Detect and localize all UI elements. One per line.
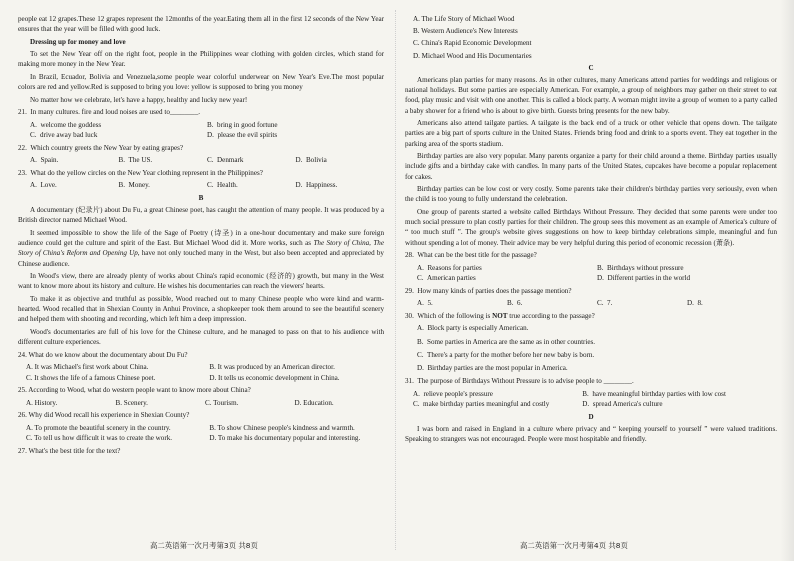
passage-c-paragraph: One group of parents started a website called Birthdays Without Pressure. They decided that some parents were under too much social pressure to plan costly parties for their children. The group sees this movement as an example of America's culture of “ too much stuff ”. The group's website gives suggestions on how to keep birthday celebrations simple, meaningful and fun without spending a lot of money. Their advice may be very helpful during this period of economic recession (萧条).	[405, 208, 777, 247]
passage-b-paragraph: Wood's documentaries are full of his love for the Chinese culture, and he managed to pass on that to his audience with different culture experiences.	[18, 327, 384, 347]
option-b: B. Scenery.	[115, 398, 148, 407]
option-d: D. Education.	[294, 398, 334, 407]
option-c: C. There's a party for the mother before her new baby is born.	[417, 350, 595, 359]
option-b: B. 6.	[507, 299, 523, 308]
option-d: D. Birthday parties are the most popular in America.	[417, 364, 568, 372]
question-29-options	[405, 298, 777, 308]
question-31-options	[405, 389, 777, 409]
option-b: B. Birthdays without pressure	[597, 263, 684, 272]
passage-c-paragraph: Birthday parties can be low cost or very costly. Some parents take their children's birthday parties very seriously, even when the child is too young to fully understand the celebration.	[405, 185, 777, 204]
question-23-options	[18, 180, 384, 190]
passage-a-paragraph: In Brazil, Ecuador, Bolivia and Venezuela,some people wear colorful underwear on New Year's Eve.The most popular colors are red and yellow.Red is supposed to bring you love: yellow is supposed to bring you money	[18, 72, 384, 91]
question-21: 21. In many cultures. fire and loud noises are used to________.	[18, 108, 201, 117]
question-28-options	[405, 263, 777, 283]
option-a: A. 5.	[417, 299, 433, 308]
option-d: D. please the evil spirits	[207, 130, 278, 139]
question-27: 27. What's the best title for the text?	[18, 446, 121, 455]
question-29: 29. How many kinds of parties does the passage mention?	[405, 286, 572, 295]
option-a: A. Love.	[30, 181, 57, 190]
question-30	[405, 311, 777, 321]
left-page-column	[18, 14, 384, 458]
question-21-options	[18, 120, 384, 140]
section-d-label: D	[588, 412, 594, 421]
option-b: B. To show Chinese people's kindness and warmth.	[209, 423, 355, 432]
option-b: B. Some parties in America are the same as in other countries.	[417, 337, 596, 346]
option-d: D. Different parties in the world	[597, 274, 691, 283]
option-a: A. Block party is especially American.	[417, 324, 529, 333]
question-24: 24. What do we know about the documentary about Du Fu?	[18, 350, 188, 359]
question-26-options	[18, 423, 384, 443]
right-page-footer: 高二英语第一次月考第4页 共8页	[520, 541, 628, 550]
question-27-options	[405, 14, 777, 61]
passage-a-paragraph: No matter how we celebrate, let's have a happy, healthy and lucky new year!	[30, 95, 248, 104]
option-c: C. make birthday parties meaningful and costly	[413, 400, 550, 408]
option-c: C. It shows the life of a famous Chinese poet.	[26, 373, 156, 382]
question-24-options	[18, 362, 384, 382]
option-b: B. have meaningful birthday parties with low cost	[582, 389, 726, 398]
option-d: D. It tells us economic development in China.	[209, 373, 340, 382]
option-d: D. Happiness.	[295, 181, 338, 190]
passage-b-text: It seemed impossible to show the life of the Sage of Poetry (诗圣) in a one-hour documentary and make sure foreign audience could get the culture and spirit of the East. But Michael Wood did it. More works, such as	[18, 228, 384, 248]
left-page-footer: 高二英语第一次月考第3页 共8页	[150, 541, 258, 550]
option-c: C. American parties	[417, 274, 476, 283]
question-26: 26. Why did Wood recall his experience in Shexian County?	[18, 411, 190, 420]
option-c: C. drive away bad luck	[30, 130, 98, 139]
option-d: D. 8.	[687, 299, 703, 308]
page-edge-shadow	[780, 0, 794, 561]
passage-b-paragraph: A documentary (纪录片) about Du Fu, a great Chinese poet, has caught the attention of many people. It was produced by a British director named Michael Wood.	[18, 206, 384, 225]
option-a: A. History.	[26, 398, 58, 407]
question-30-text: true according to the passage?	[507, 311, 595, 320]
question-23: 23. What do the yellow circles on the New Year clothing represent in the Philippines?	[18, 168, 263, 177]
option-a: A. welcome the goddess	[30, 120, 102, 129]
option-a: A. To promote the beautiful scenery in the country.	[26, 423, 171, 432]
right-page-column	[405, 14, 777, 447]
option-a: A. relieve people's pressure	[413, 389, 493, 398]
option-b: B. The US.	[118, 156, 153, 165]
option-b: B. Money.	[118, 181, 150, 190]
option-d: D. Bolivia	[295, 156, 327, 165]
question-22-options	[18, 155, 384, 165]
option-c: C. To tell us how difficult it was to create the work.	[26, 434, 173, 443]
passage-c-paragraph: Americans plan parties for many reasons. As in other cultures, many Americans attend parties for weddings and religious or national holidays. But some parties are especially American. For example, a group of neighbors may gather on their street to eat food, play music and visit with one another. This is called a block party. A woman might invite a group of women to a party called a baby shower for a friend who is about to give birth. Guests bring presents for the new baby.	[405, 76, 777, 115]
question-30-emphasis: NOT	[492, 311, 508, 320]
page-divider	[395, 10, 396, 550]
option-a: A. The Life Story of Michael Wood	[413, 15, 515, 23]
passage-a-heading: Dressing up for money and love	[30, 37, 126, 46]
question-30-options	[405, 323, 777, 373]
passage-d-paragraph: I was born and raised in England in a culture where privacy and “ keeping yourself to yourself ” were valued traditions. Speaking to strangers was not encouraged. People were most hospitable and friendly.	[405, 424, 777, 443]
question-28: 28. What can be the best title for the passage?	[405, 251, 537, 260]
option-d: D. To make his documentary popular and interesting.	[209, 434, 361, 443]
question-31: 31. The purpose of Birthdays Without Pressure is to advise people to ________.	[405, 377, 634, 386]
option-b: B. Western Audience's New Interests	[413, 27, 518, 36]
option-a: A. Spain.	[30, 156, 59, 165]
option-b: B. bring in good fortune	[207, 120, 278, 129]
passage-c-paragraph: Birthday parties are also very popular. Many parents organize a party for their child around a theme. Birthday parties usually include gifts and a birthday cake with candles. In many parts of the United States, cupcakes have become a popular replacement for cakes.	[405, 152, 777, 181]
option-a: A. Reasons for parties	[417, 263, 482, 272]
passage-c-paragraph: Americans also attend tailgate parties. A tailgate is the back end of a truck or other vehicle that opens down. The tailgate parties are a big part of sports culture in the United States. Friends bring food and drink to a sports event. They eat together in the parking area of the sports stadium.	[405, 119, 777, 148]
question-22: 22. Which country greets the New Year by eating grapes?	[18, 143, 184, 152]
option-c: C. Tourism.	[205, 398, 239, 407]
passage-b-paragraph: To make it as objective and truthful as possible, Wood reached out to many Chinese people who were kind and warm-hearted. Wood recalled that in Shexian County in Anhui Province, a shopkeeper took them around to see the beautiful scenery and helped them with shooting and recording, which left him a deep impression.	[18, 294, 384, 324]
section-b-label: B	[198, 193, 204, 202]
passage-b-paragraph: In Wood's view, there are already plenty of works about China's rapid economic (经济的) growth, but many in the West want to know more about its history and culture. He wishes his documentaries can reach the viewers' hearts.	[18, 272, 384, 291]
option-b: B. It was produced by an American director.	[209, 363, 335, 372]
documentary-titles: The Story of China, The Story of China's Reform and Opening Up	[18, 239, 384, 258]
option-a: A. It was Michael's first work about China.	[26, 363, 149, 372]
option-d: D. Michael Wood and His Documentaries	[413, 51, 532, 60]
passage-b-paragraph	[18, 228, 384, 269]
section-c-label: C	[588, 63, 594, 72]
passage-a-paragraph: To set the New Year off on the right foot, people in the Philippines wear clothing with golden circles, which stand for making more money in the New Year.	[18, 50, 384, 69]
option-c: C. Health.	[207, 181, 238, 190]
passage-a-paragraph: people eat 12 grapes.These 12 grapes represent the 12months of the year.Eating them all in the first 12 seconds of the New Year ensures that the year will be filled with good luck.	[18, 15, 384, 34]
passage-b-text: , have not only touched many in the West, but also been accepted and appreciated by Chinese audience.	[18, 249, 384, 268]
option-c: C. China's Rapid Economic Development	[413, 39, 532, 48]
option-c: C. Denmark	[207, 156, 244, 165]
question-25-options	[18, 398, 384, 408]
option-c: C. 7.	[597, 299, 613, 308]
question-25: 25. According to Wood, what do western people want to know more about China?	[18, 386, 251, 395]
question-30-text: 30. Which of the following is	[405, 311, 493, 320]
option-d: D. spread America's culture	[582, 400, 663, 408]
